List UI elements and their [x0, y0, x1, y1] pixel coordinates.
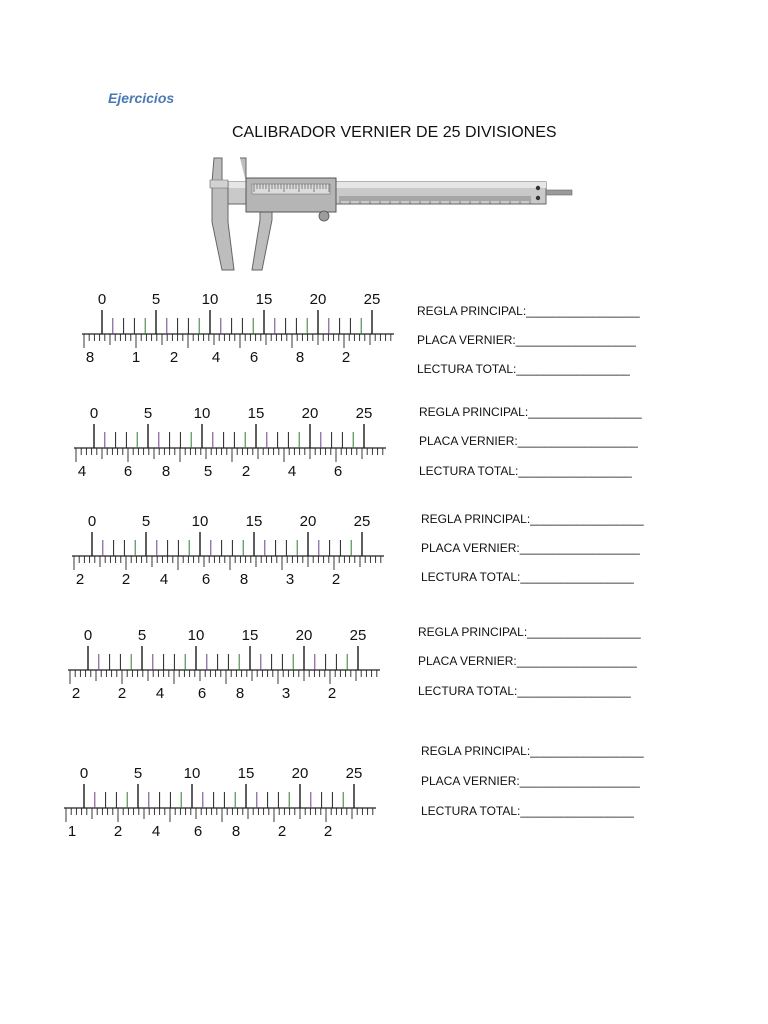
answer-total-reading-2 [419, 464, 632, 478]
vernier-label: 20 [299, 513, 317, 530]
vernier-scale-3 [68, 508, 388, 590]
main-scale-number: 2 [71, 685, 81, 702]
main-scale-number: 4 [155, 685, 165, 702]
main-scale-number: 4 [151, 823, 161, 840]
vernier-label: 25 [349, 627, 367, 644]
answer-main-scale-1 [417, 304, 640, 318]
answer-blank[interactable]: _________________ [530, 744, 644, 758]
main-scale-number: 2 [117, 685, 127, 702]
section-label: Ejercicios [108, 90, 175, 106]
vernier-label: 25 [363, 291, 381, 308]
main-scale-number: 4 [77, 463, 87, 480]
main-scale-number: 5 [203, 463, 213, 480]
answer-label: REGLA PRINCIPAL: [417, 304, 527, 318]
main-scale-number: 2 [277, 823, 287, 840]
main-scale-number: 2 [113, 823, 123, 840]
main-scale-number: 6 [197, 685, 207, 702]
answer-blank[interactable]: _________________ [527, 625, 641, 639]
vernier-label: 15 [245, 513, 263, 530]
vernier-label: 20 [295, 627, 313, 644]
answer-label: LECTURA TOTAL: [421, 804, 521, 818]
vernier-label: 0 [97, 291, 107, 308]
main-scale-number: 3 [285, 571, 295, 588]
vernier-label: 10 [183, 765, 201, 782]
vernier-label: 5 [137, 627, 147, 644]
vernier-label: 0 [89, 405, 99, 422]
vernier-label: 10 [187, 627, 205, 644]
answer-blank[interactable]: __________________ [515, 333, 636, 347]
vernier-label: 15 [255, 291, 273, 308]
answer-label: REGLA PRINCIPAL: [421, 512, 531, 526]
main-scale-number: 2 [331, 571, 341, 588]
answer-label: LECTURA TOTAL: [419, 464, 519, 478]
answer-blank[interactable]: _________________ [517, 684, 631, 698]
answer-blank[interactable]: __________________ [516, 654, 637, 668]
vernier-label: 10 [201, 291, 219, 308]
main-scale-number: 6 [193, 823, 203, 840]
main-scale-number: 6 [333, 463, 343, 480]
main-scale-number: 1 [131, 349, 141, 366]
main-scale-number: 2 [121, 571, 131, 588]
main-scale-number: 4 [211, 349, 221, 366]
answer-blank[interactable]: _________________ [528, 405, 642, 419]
answer-vernier-plate-4 [418, 654, 637, 668]
answer-label: PLACA VERNIER: [421, 774, 520, 788]
answer-label: PLACA VERNIER: [418, 654, 517, 668]
vernier-scale-4 [64, 622, 384, 704]
vernier-label: 5 [143, 405, 153, 422]
main-scale-number: 4 [159, 571, 169, 588]
answer-main-scale-4 [418, 625, 641, 639]
answer-label: PLACA VERNIER: [419, 434, 518, 448]
vernier-label: 15 [241, 627, 259, 644]
vernier-label: 5 [141, 513, 151, 530]
answer-vernier-plate-2 [419, 434, 638, 448]
vernier-label: 25 [355, 405, 373, 422]
answer-total-reading-5 [421, 804, 634, 818]
answer-label: LECTURA TOTAL: [421, 570, 521, 584]
answer-blank[interactable]: _________________ [516, 362, 630, 376]
answer-total-reading-1 [417, 362, 630, 376]
answer-blank[interactable]: __________________ [517, 434, 638, 448]
vernier-label: 5 [133, 765, 143, 782]
vernier-label: 20 [301, 405, 319, 422]
main-scale-number: 8 [295, 349, 305, 366]
main-scale-number: 2 [75, 571, 85, 588]
main-scale-number: 2 [341, 349, 351, 366]
vernier-scale-drawing [64, 622, 384, 704]
vernier-label: 20 [309, 291, 327, 308]
main-scale-number: 8 [239, 571, 249, 588]
answer-label: PLACA VERNIER: [421, 541, 520, 555]
vernier-label: 0 [83, 627, 93, 644]
answer-vernier-plate-3 [421, 541, 640, 555]
worksheet-title: CALIBRADOR VERNIER DE 25 DIVISIONES [232, 124, 557, 141]
main-scale-number: 2 [323, 823, 333, 840]
main-scale-number: 8 [231, 823, 241, 840]
answer-label: REGLA PRINCIPAL: [418, 625, 528, 639]
main-scale-number: 2 [169, 349, 179, 366]
main-scale-number: 8 [161, 463, 171, 480]
main-scale-number: 6 [123, 463, 133, 480]
answer-total-reading-3 [421, 570, 634, 584]
main-scale-number: 2 [327, 685, 337, 702]
vernier-label: 20 [291, 765, 309, 782]
answer-blank[interactable]: _________________ [520, 804, 634, 818]
vernier-caliper-image [200, 152, 580, 274]
answer-blank[interactable]: _________________ [518, 464, 632, 478]
vernier-label: 5 [151, 291, 161, 308]
vernier-label: 15 [247, 405, 265, 422]
answer-label: LECTURA TOTAL: [418, 684, 518, 698]
answer-main-scale-3 [421, 512, 644, 526]
answer-vernier-plate-1 [417, 333, 636, 347]
answer-blank[interactable]: _________________ [530, 512, 644, 526]
answer-blank[interactable]: __________________ [519, 541, 640, 555]
answer-label: LECTURA TOTAL: [417, 362, 517, 376]
vernier-scale-2 [70, 400, 390, 482]
main-scale-number: 8 [235, 685, 245, 702]
vernier-label: 25 [345, 765, 363, 782]
answer-label: REGLA PRINCIPAL: [419, 405, 529, 419]
main-scale-number: 1 [67, 823, 77, 840]
answer-main-scale-2 [419, 405, 642, 419]
vernier-label: 0 [87, 513, 97, 530]
main-scale-number: 4 [287, 463, 297, 480]
vernier-label: 25 [353, 513, 371, 530]
vernier-scale-drawing [78, 286, 398, 368]
answer-label: REGLA PRINCIPAL: [421, 744, 531, 758]
vernier-scale-drawing [60, 760, 380, 842]
main-scale-number: 3 [281, 685, 291, 702]
answer-main-scale-5 [421, 744, 644, 758]
answer-blank[interactable]: _________________ [526, 304, 640, 318]
answer-total-reading-4 [418, 684, 631, 698]
main-scale-number: 6 [201, 571, 211, 588]
main-scale-number: 2 [241, 463, 251, 480]
vernier-scale-drawing [70, 400, 390, 482]
vernier-scale-5 [60, 760, 380, 842]
vernier-label: 15 [237, 765, 255, 782]
vernier-label: 0 [79, 765, 89, 782]
main-scale-number: 6 [249, 349, 259, 366]
vernier-scale-drawing [68, 508, 388, 590]
main-scale-number: 8 [85, 349, 95, 366]
answer-blank[interactable]: __________________ [519, 774, 640, 788]
vernier-scale-1 [78, 286, 398, 368]
answer-blank[interactable]: _________________ [520, 570, 634, 584]
vernier-label: 10 [191, 513, 209, 530]
answer-vernier-plate-5 [421, 774, 640, 788]
vernier-label: 10 [193, 405, 211, 422]
answer-label: PLACA VERNIER: [417, 333, 516, 347]
